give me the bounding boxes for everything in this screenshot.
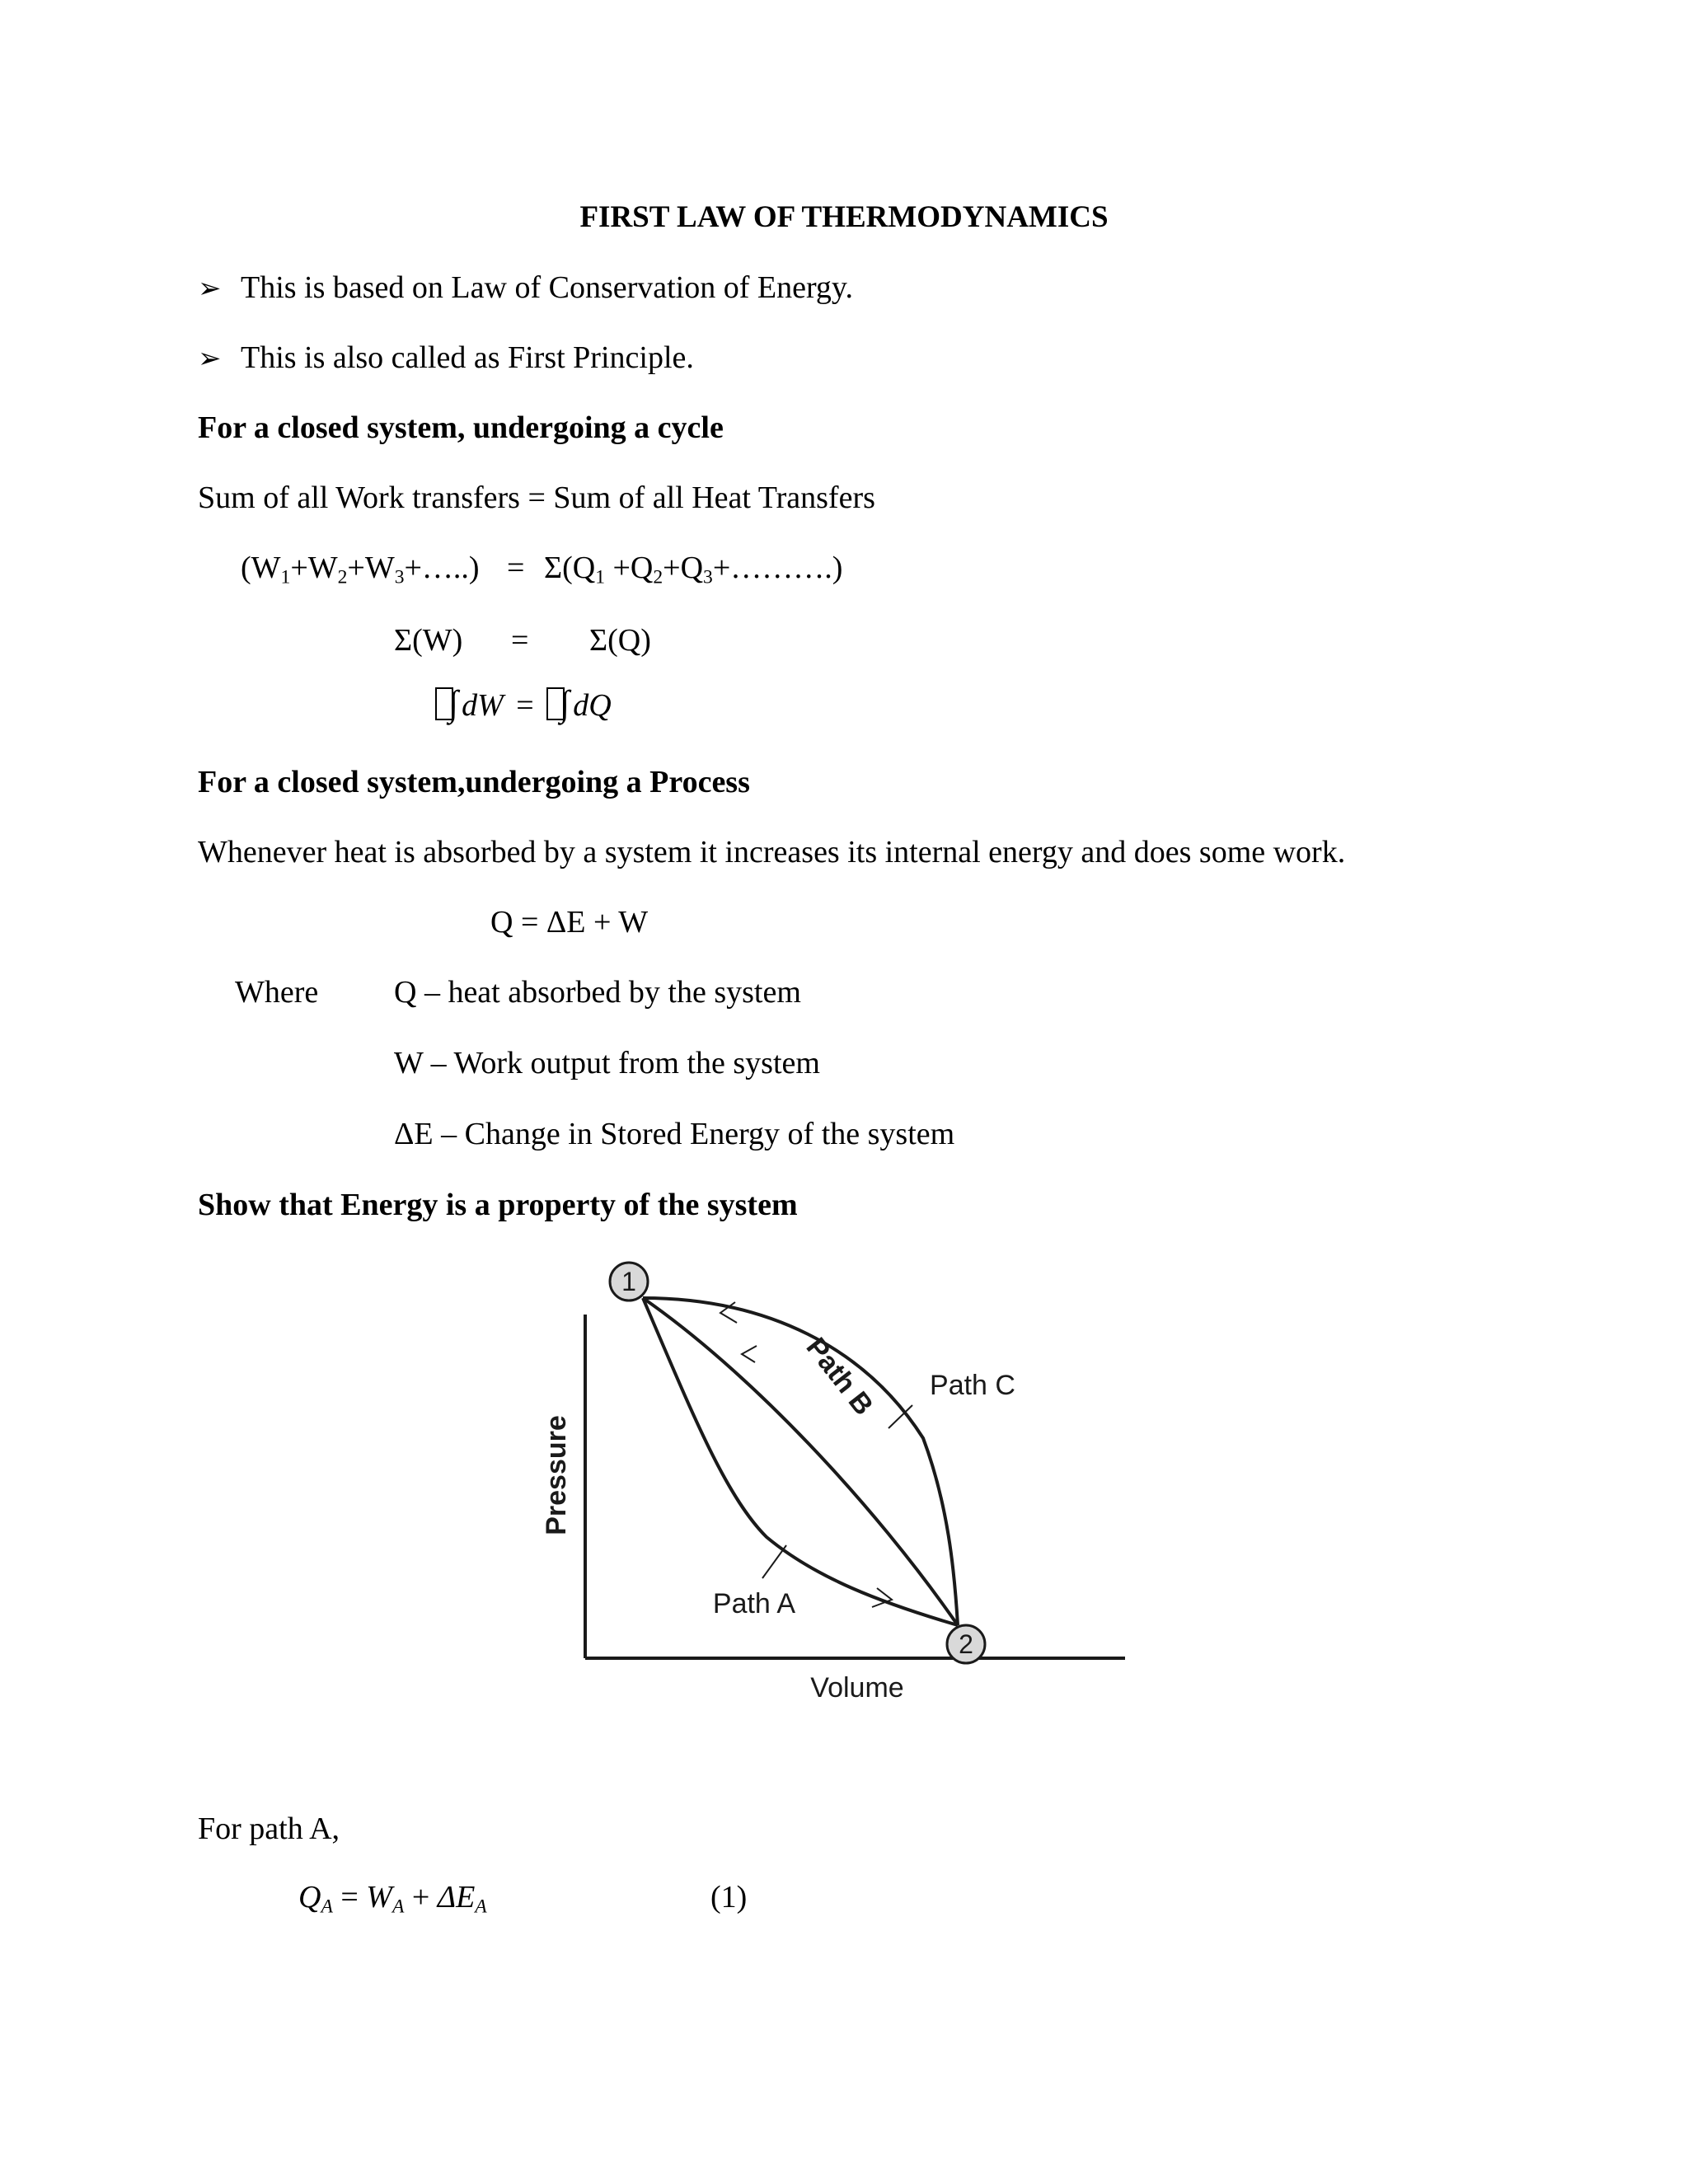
bullet-text: This is also called as First Principle. [241, 340, 694, 375]
equation-equals: = [507, 551, 525, 585]
path-b-arrow-icon [742, 1346, 757, 1362]
arrow-bullet-icon: ➢ [198, 274, 222, 304]
integral-sign-icon: ∫ [560, 683, 570, 724]
path-c-label: Path C [930, 1370, 1015, 1401]
path-a-equation: $Q_A = W_A + \Delta E_A$ [298, 1880, 487, 1918]
equation-heat-sum: $\Sigma(Q_1$ $+Q_2+Q_3+\dots\dots\dots$.) [544, 551, 843, 588]
path-b-curve [643, 1298, 958, 1625]
bullet-item [198, 342, 694, 373]
definition-q: Q – heat absorbed by the system [394, 975, 801, 1010]
section-heading-property: Show that Energy is a property of the system [198, 1188, 798, 1222]
path-b-label: Path B [799, 1332, 879, 1422]
path-c-curve [643, 1298, 958, 1625]
where-label: Where [235, 975, 319, 1010]
y-axis-label: Pressure [541, 1415, 572, 1535]
bullet-text: This is based on Law of Conservation of Energy. [241, 270, 853, 305]
definition-delta-e: ΔE – Change in Stored Energy of the system [394, 1117, 955, 1151]
section-heading-process: For a closed system,undergoing a Process [198, 765, 750, 799]
page-title: FIRST LAW OF THERMODYNAMICS [579, 200, 1109, 234]
equation-work-sum: $(W_1+W_2+W_3+\dots..)$ [241, 551, 480, 588]
path-a-label: Path A [712, 1588, 796, 1619]
path-a-leader-line [762, 1545, 786, 1578]
equation-sigma-w: Σ(W) [394, 623, 463, 658]
path-a-intro: For path A, [198, 1811, 340, 1846]
first-law-equation: Q = ΔE + W [490, 905, 649, 940]
process-statement: Whenever heat is absorbed by a system it increases its internal energy and does some work. [198, 835, 1346, 869]
arrow-bullet-icon: ➢ [198, 344, 222, 374]
pv-diagram-shapes [585, 1263, 1125, 1663]
path-a-curve [643, 1298, 958, 1625]
section-heading-cycle: For a closed system, undergoing a cycle [198, 410, 724, 445]
cycle-statement: Sum of all Work transfers = Sum of all Heat Transfers [198, 480, 875, 515]
equation-sigma-q: Σ(Q) [589, 623, 651, 658]
x-axis-label: Volume [810, 1672, 904, 1704]
definition-w: W – Work output from the system [394, 1046, 820, 1080]
state-2-label: 2 [959, 1629, 973, 1659]
equation-cyclic-integral: ∫ dW = ∫ dQ [435, 686, 612, 722]
state-1-label: 1 [621, 1267, 636, 1296]
bullet-item [198, 272, 853, 303]
equation-equals: = [511, 623, 529, 658]
integral-sign-icon: ∫ [448, 683, 459, 724]
equation-number: (1) [710, 1880, 748, 1915]
pv-diagram [519, 1257, 1146, 1718]
